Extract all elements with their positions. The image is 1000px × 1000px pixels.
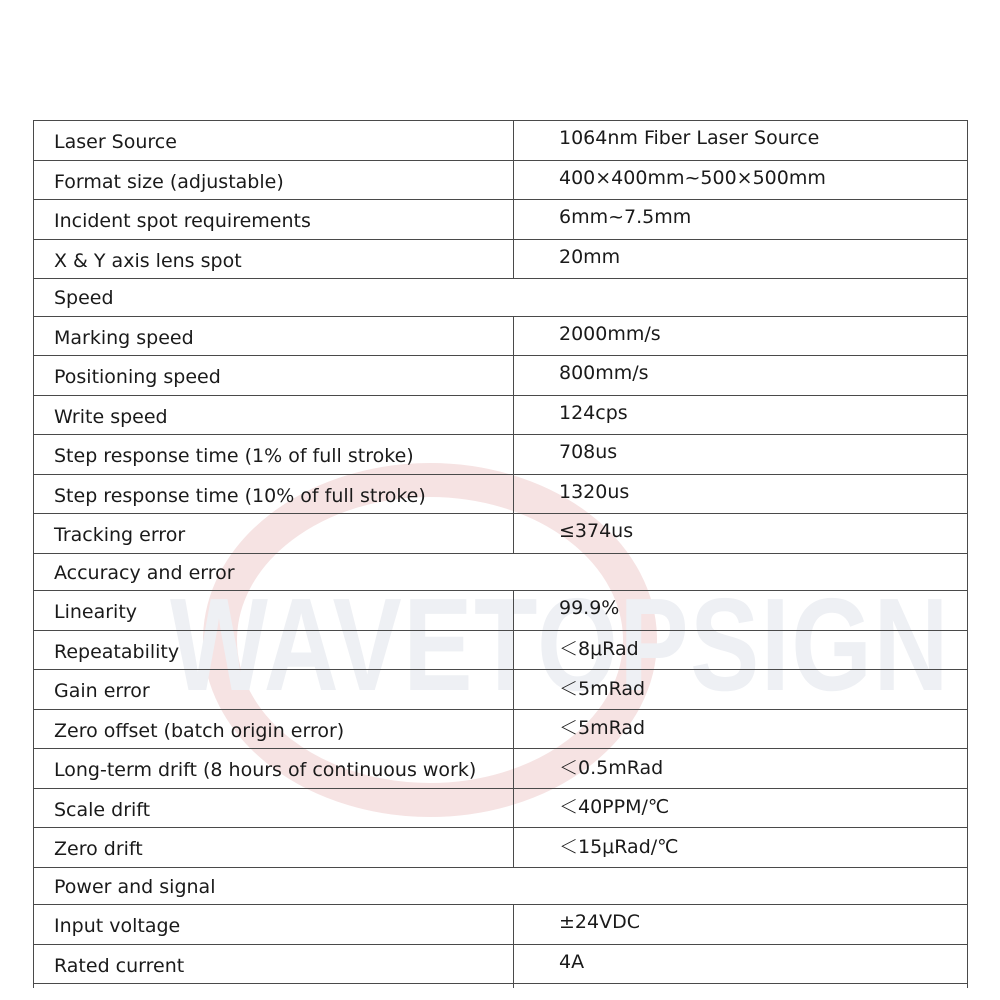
spec-value: 800mm/s xyxy=(514,356,968,396)
spec-value: 6mm~7.5mm xyxy=(514,200,968,240)
spec-table-body xyxy=(34,121,968,989)
spec-row xyxy=(34,514,968,554)
spec-label: Write speed xyxy=(34,395,514,435)
cropped-cell-edge xyxy=(514,984,968,989)
spec-value: 708us xyxy=(514,435,968,475)
spec-value: 400×400mm~500×500mm xyxy=(514,160,968,200)
spec-row xyxy=(34,944,968,984)
spec-value: ＜40PPM/℃ xyxy=(514,788,968,828)
spec-value: 2000mm/s xyxy=(514,316,968,356)
spec-row xyxy=(34,239,968,279)
spec-row xyxy=(34,905,968,945)
spec-value: 4A xyxy=(514,944,968,984)
section-header-row xyxy=(34,553,968,591)
spec-label: Tracking error xyxy=(34,514,514,554)
spec-label: Step response time (1% of full stroke) xyxy=(34,435,514,475)
spec-label: Repeatability xyxy=(34,630,514,670)
spec-row xyxy=(34,121,968,161)
spec-value: ＜5mRad xyxy=(514,709,968,749)
spec-label: Laser Source xyxy=(34,121,514,161)
spec-row xyxy=(34,670,968,710)
cropped-cell-edge xyxy=(34,984,514,989)
spec-value: 1064nm Fiber Laser Source xyxy=(514,121,968,161)
spec-value: ＜15μRad/℃ xyxy=(514,828,968,868)
spec-label: Step response time (10% of full stroke) xyxy=(34,474,514,514)
section-header: Power and signal xyxy=(34,867,968,905)
spec-value: ＜8μRad xyxy=(514,630,968,670)
spec-label: Zero drift xyxy=(34,828,514,868)
spec-row xyxy=(34,395,968,435)
spec-label: Input voltage xyxy=(34,905,514,945)
spec-label: Linearity xyxy=(34,591,514,631)
section-header: Speed xyxy=(34,279,968,317)
spec-row xyxy=(34,709,968,749)
spec-value: 20mm xyxy=(514,239,968,279)
spec-value: ＜0.5mRad xyxy=(514,749,968,789)
spec-label: X & Y axis lens spot xyxy=(34,239,514,279)
spec-label: Scale drift xyxy=(34,788,514,828)
spec-label: Marking speed xyxy=(34,316,514,356)
spec-row xyxy=(34,630,968,670)
spec-label: Rated current xyxy=(34,944,514,984)
spec-label: Long-term drift (8 hours of continuous work) xyxy=(34,749,514,789)
spec-row xyxy=(34,356,968,396)
spec-value: 99.9% xyxy=(514,591,968,631)
spec-label: Positioning speed xyxy=(34,356,514,396)
section-header-row xyxy=(34,279,968,317)
spec-row xyxy=(34,435,968,475)
spec-table xyxy=(33,120,968,988)
spec-label: Incident spot requirements xyxy=(34,200,514,240)
spec-row xyxy=(34,828,968,868)
section-header: Accuracy and error xyxy=(34,553,968,591)
spec-row xyxy=(34,591,968,631)
spec-value: ±24VDC xyxy=(514,905,968,945)
spec-label: Gain error xyxy=(34,670,514,710)
spec-value: ≤374us xyxy=(514,514,968,554)
spec-value: 1320us xyxy=(514,474,968,514)
spec-row xyxy=(34,160,968,200)
spec-label: Zero offset (batch origin error) xyxy=(34,709,514,749)
spec-row xyxy=(34,749,968,789)
watermark-text: WAVETOPSIGN xyxy=(170,571,950,718)
spec-value: ＜5mRad xyxy=(514,670,968,710)
spec-row xyxy=(34,788,968,828)
spec-row xyxy=(34,200,968,240)
spec-value: 124cps xyxy=(514,395,968,435)
section-header-row xyxy=(34,867,968,905)
spec-row xyxy=(34,316,968,356)
spec-row xyxy=(34,474,968,514)
cropped-row-edge xyxy=(34,984,968,989)
spec-label: Format size (adjustable) xyxy=(34,160,514,200)
